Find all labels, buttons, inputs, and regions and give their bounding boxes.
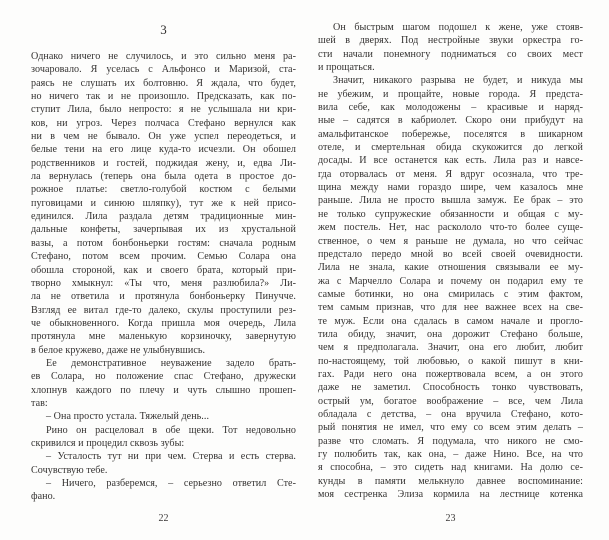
text-line: Ее демонстративное неуважение задело брать-	[46, 357, 296, 369]
text-line: ни в чем не бывало. Он уже успел переодеться, и	[31, 131, 296, 143]
text-line: рый понятия не имел, что ему со всем этим делать –	[318, 422, 583, 434]
text-line: сти начали понемногу подниматься со своих мест	[318, 48, 583, 60]
chapter-number: 3	[160, 22, 167, 37]
text-line: не только супружеские обязанности и общая с му-	[318, 208, 583, 220]
text-line: гу полюбить так, как она, – даже Нино. Все, на что	[318, 449, 583, 460]
text-line: ев Солара, но положение спас Стефано, дружески	[31, 371, 296, 383]
text-line: ла не ответила и протянула бонбоньерку Пинучче.	[31, 291, 296, 303]
text-line: тем самым признав, что для нее важнее всех на све-	[318, 302, 583, 314]
page-right	[318, 0, 583, 540]
text-line: предстало передо мной во всей своей очевидности.	[318, 248, 583, 260]
text-line: самые ботинки, но она смирилась с этим фактом,	[318, 288, 583, 300]
page-right-body	[318, 21, 583, 501]
text-line: вила себе, как молодожены – красивые и наряд-	[318, 102, 583, 114]
text-line: ные – садятся в кабриолет. Скоро они прибудут на	[318, 115, 583, 127]
text-line: отеле, и смертельная обида скукожится до легкой	[318, 142, 583, 154]
text-line: единился. Лила раздала детям традиционные мин-	[31, 211, 296, 223]
text-line: – Она просто устала. Тяжелый день...	[46, 411, 210, 423]
text-line: я способна, – это сидеть над книгами. На долю се-	[318, 462, 583, 474]
text-line: гах. Ради него она пожертвовала всем, а он этого	[318, 368, 583, 380]
text-line: моя сестренка Элиза кормила на лестнице котенка	[318, 489, 583, 501]
text-line: протянула мне маленькую корзиночку, завернутую	[31, 331, 296, 343]
paragraph	[31, 424, 296, 451]
text-line: ступит Лила, было непросто: я не услышала ни кри-	[31, 104, 296, 116]
text-line: Взгляд ее витал где-то далеко, скулы проступили рез-	[31, 304, 296, 316]
text-line: ственное, о чем я раньше не думала, но что сейчас	[318, 235, 583, 247]
paragraph	[31, 50, 296, 357]
text-line: фано.	[31, 491, 56, 503]
text-line: ков, ни угроз. Через полчаса Стефано вернулся как	[31, 117, 296, 129]
text-line: чем я предполагала. Значит, она его любит, любит	[318, 342, 583, 354]
paragraph	[31, 477, 296, 504]
text-line: кунды в памяти мелькнуло давнее воспоминание:	[318, 475, 583, 487]
text-line: тав:	[31, 397, 48, 409]
text-line: те муж. Если она сдалась в самом начале и прогло-	[318, 315, 583, 327]
text-line: острый ум, богатое воображение – все, чем Лила	[318, 395, 583, 407]
paragraph	[31, 357, 296, 410]
text-line: обладала с детства, – она вручила Стефано, кото-	[318, 408, 583, 420]
text-line: обошла стороной, как и своего брата, который при-	[31, 264, 296, 276]
text-line: но ничего так и не произошло. Предсказать, как по-	[31, 91, 296, 103]
text-line: раньше. Лила не просто вышла замуж. Ее брак – это	[318, 195, 583, 207]
text-line: вазы, а потом бонбоньерки гостям: сначала родным	[31, 237, 296, 249]
text-line: Лила не знала, какие отношения связывали ее му-	[318, 262, 583, 274]
text-line: по-настоящему, той любовью, о какой пишут в кни-	[318, 355, 583, 367]
text-line: жем постель. Нет, нас раскололо что-то более суще-	[318, 222, 583, 234]
text-line: творно хмыкнул: «Ты что, меня разлюбила?» Ли-	[31, 277, 296, 289]
page-number-left: 22	[158, 513, 169, 524]
text-line: Рино он расцеловал в обе щеки. Тот недовольно	[46, 424, 296, 436]
text-line: че обыкновенного. Когда пришла моя очередь, Лила	[31, 317, 296, 329]
text-line: и прощаться.	[318, 62, 375, 74]
text-line: разве что сломать. Я подумала, что никого не смо-	[318, 435, 583, 447]
text-line: Однако ничего не случилось, и это сильно меня ра-	[31, 51, 296, 62]
page-number-right: 23	[445, 513, 456, 524]
text-line: родственников и гостей, поджидая жену, и, едва Ли-	[31, 157, 296, 169]
text-line: белые тени на его лице куда-то исчезли. Он обошел	[31, 144, 296, 156]
paragraph	[318, 74, 583, 501]
text-line: зочаровало. Я уселась с Альфонсо и Маризой, ста-	[31, 64, 296, 76]
text-line: дальные конфеты, зачерпывая их из хрустальной	[31, 224, 296, 236]
page-left	[31, 0, 296, 540]
text-line: рожное платье: светло-голубой костюм с белыми	[31, 184, 296, 196]
text-line: в белое кружево, даже не улыбнувшись.	[31, 344, 206, 356]
text-line: гда оторвалась от меня. Я вдруг осознала, что тре-	[318, 168, 583, 180]
text-line: даже не заметил. Способность тонко чувствовать,	[318, 382, 583, 394]
page-left-body	[31, 50, 296, 504]
text-line: – Усталость тут ни при чем. Стерва и есть стерва.	[46, 451, 296, 463]
text-line: пуговицами и синюю шляпку), тут же к ней присо-	[31, 197, 296, 209]
text-line: Стефано, потом всем прочим. Семью Солара она	[31, 251, 296, 263]
text-line: шей в дверях. Под нестройные звуки оркестра го-	[318, 35, 583, 47]
text-line: не убежим, и прощайте, новые города. Я предста-	[318, 88, 583, 100]
text-line: тила обиду, значит, она дорожит Стефано больше,	[318, 328, 583, 340]
text-line: раясь не слушать их болтовню. Я ждала, что будет,	[31, 77, 296, 89]
text-line: амальфитанское побережье, поселятся в шикарном	[318, 128, 583, 140]
text-line: щина между нами гораздо шире, чем казалось мне	[318, 182, 583, 194]
text-line: ла вернулась (теперь она была одета в простое до-	[31, 171, 296, 183]
paragraph	[318, 21, 583, 74]
text-line: жа с Марчелло Солара и почему он подарил ему те	[318, 275, 583, 287]
text-line: хлопнув каждого по плечу и чуть слышно прошеп-	[31, 384, 296, 396]
text-line: Он быстрым шагом подошел к жене, уже стояв-	[333, 22, 583, 33]
text-line: Сочувствую тебе.	[31, 464, 108, 476]
text-line: скривился и процедил сквозь зубы:	[31, 437, 185, 449]
paragraph	[31, 450, 296, 477]
text-line: досады. И все останется как есть. Лила раз и навсе-	[318, 155, 583, 167]
paragraph	[31, 410, 296, 423]
text-line: – Ничего, разберемся, – серьезно ответил Сте-	[46, 478, 296, 489]
text-line: Значит, никакого разрыва не будет, и никуда мы	[333, 75, 583, 87]
